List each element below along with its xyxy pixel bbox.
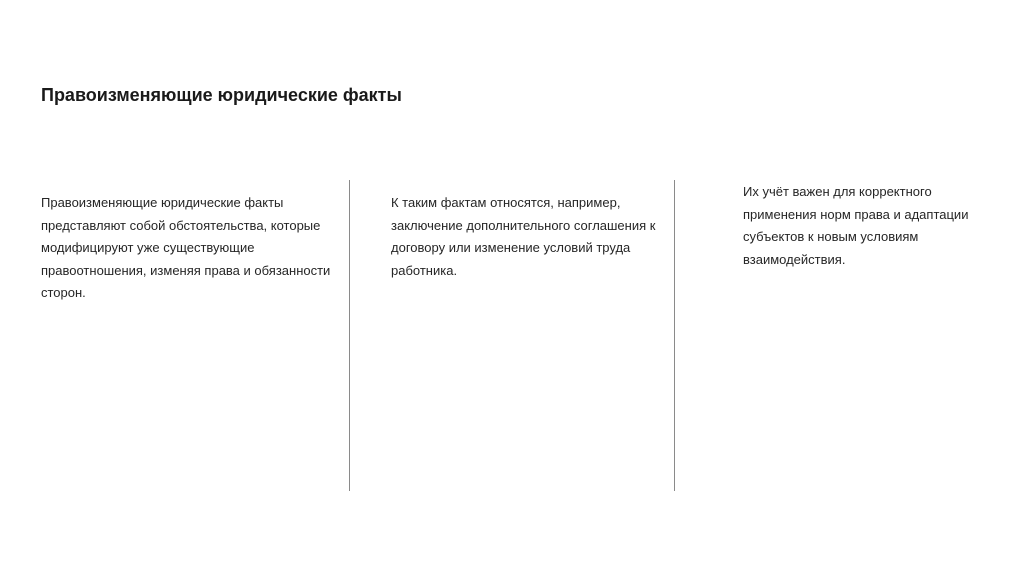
column-1-text: Правоизменяющие юридические факты представляют собой обстоятельства, которые модифицируют уже существующие правоотношения, изменяя права и обязанности сторон. xyxy=(41,195,331,300)
column-divider xyxy=(349,180,350,491)
column-divider xyxy=(674,180,675,491)
slide-title: Правоизменяющие юридические факты xyxy=(41,85,402,105)
column-2-text: К таким фактам относятся, например, заключение дополнительного соглашения к договору или изменение условий труда работника. xyxy=(391,195,656,278)
column-3-text: Их учёт важен для корректного применения норм права и адаптации субъектов к новым условиям взаимодействия. xyxy=(743,184,969,267)
